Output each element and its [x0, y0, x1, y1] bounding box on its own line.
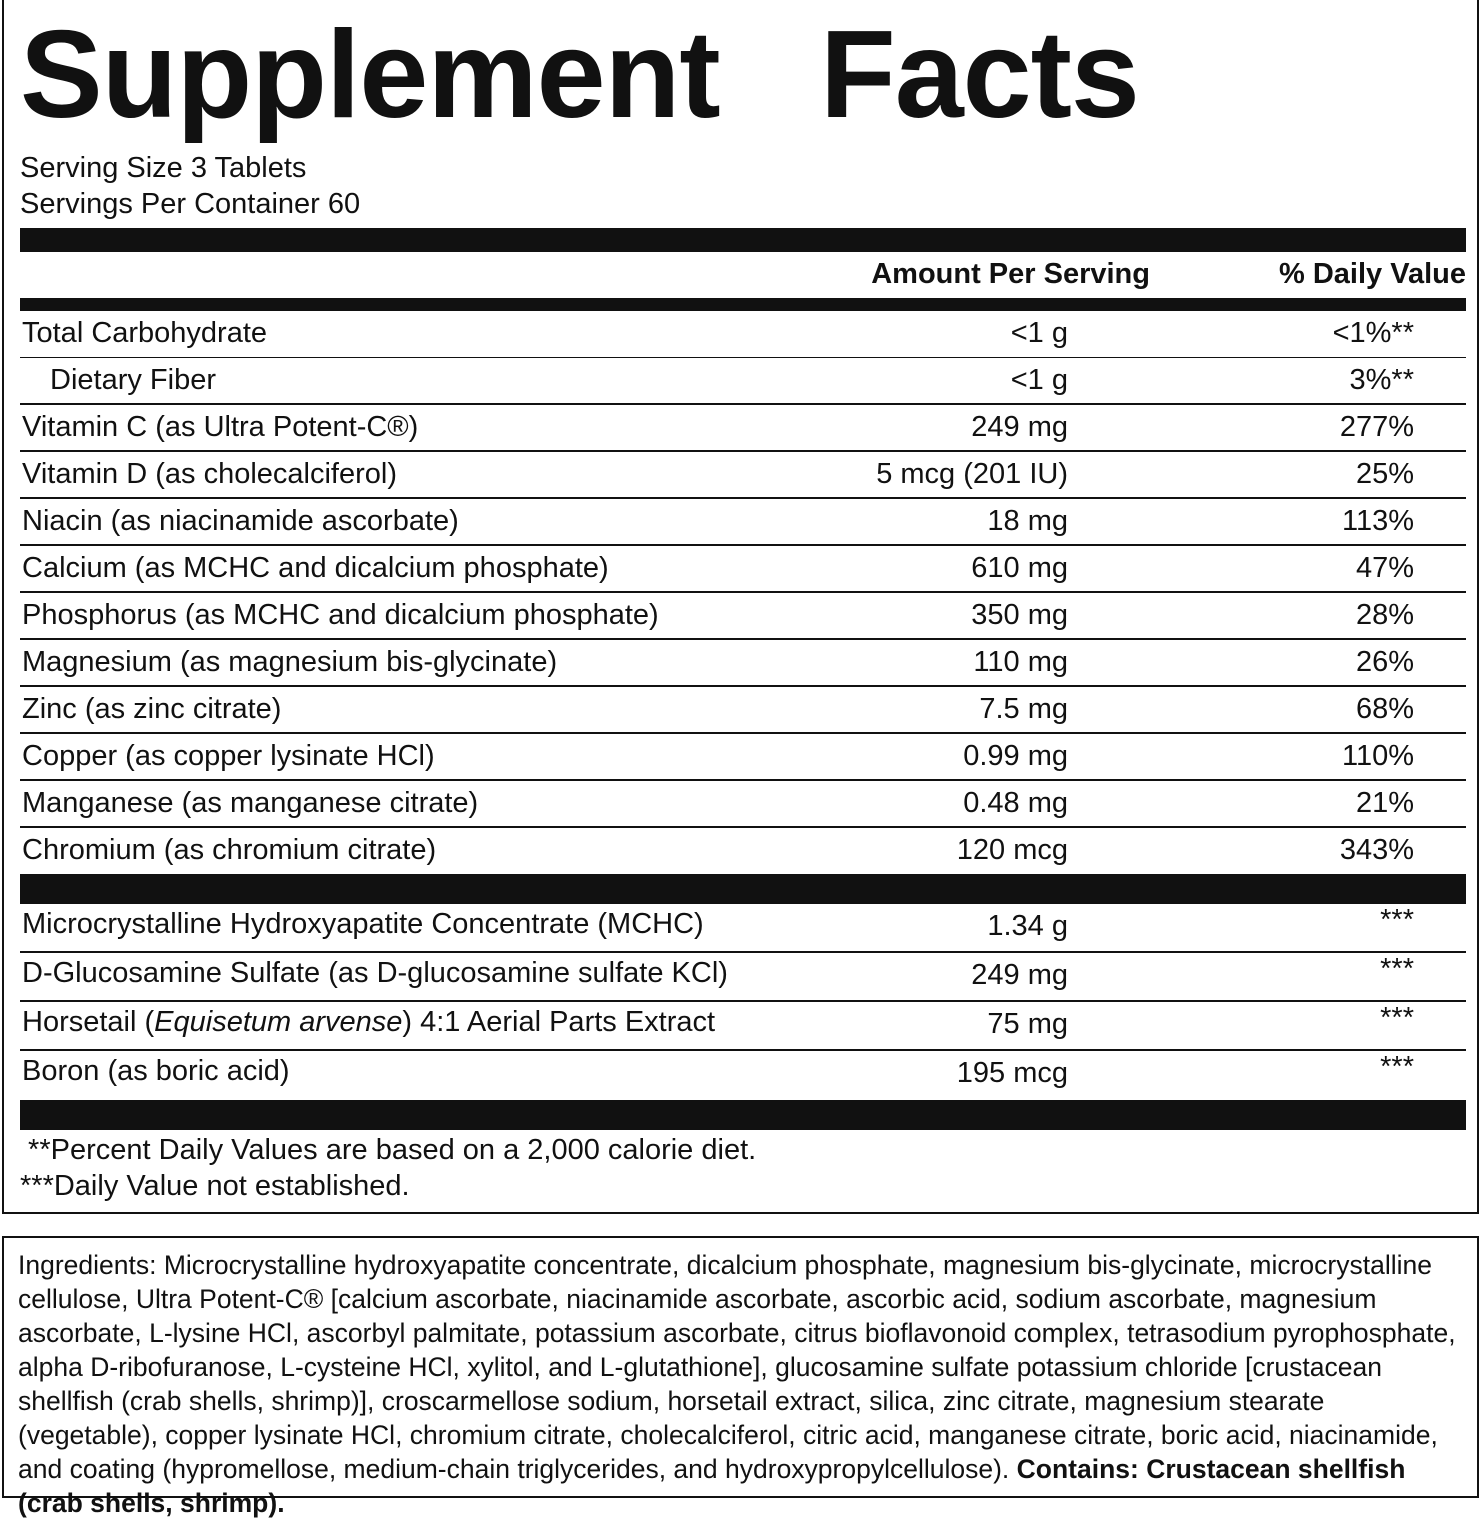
- nutrient-row: [20, 687, 1466, 734]
- nutrient-amount: 18 mg: [987, 505, 1068, 537]
- nutrient-row: [20, 311, 1466, 358]
- servings-per-container: Servings Per Container 60: [20, 188, 361, 220]
- nutrient-name: Vitamin C (as Ultra Potent-C®): [22, 411, 419, 443]
- name-prefix: Horsetail (: [22, 1006, 155, 1038]
- nutrient-name: Niacin (as niacinamide ascorbate): [22, 505, 459, 537]
- nutrient-daily-value: 3%**: [1349, 364, 1414, 396]
- nutrient-daily-value: 47%: [1355, 552, 1414, 584]
- nutrient-name: Total Carbohydrate: [22, 317, 268, 349]
- latin-name: Equisetum arvense: [154, 1006, 403, 1038]
- nutrient-amount: 249 mg: [971, 411, 1068, 443]
- nutrient-amount: 5 mcg (201 IU): [876, 458, 1068, 490]
- nutrient-row: [20, 358, 1466, 405]
- nutrient-name: Chromium (as chromium citrate): [22, 834, 437, 866]
- nutrient-row: [20, 593, 1466, 640]
- ingredients-box: [2, 1236, 1479, 1518]
- other-ingredient-amount: 195 mcg: [956, 1057, 1068, 1089]
- nutrient-daily-value: 25%: [1355, 458, 1414, 490]
- thick-divider-2: [20, 874, 1466, 904]
- other-ingredient-name: Boron (as boric acid): [22, 1055, 290, 1087]
- header-daily-value: % Daily Value: [1279, 258, 1466, 290]
- nutrient-daily-value: 277%: [1339, 411, 1414, 443]
- other-ingredient-name: D-Glucosamine Sulfate (as D-glucosamine sulfate KCl): [22, 957, 728, 989]
- medium-divider: [20, 298, 1466, 311]
- nutrient-name: Vitamin D (as cholecalciferol): [22, 458, 397, 490]
- nutrient-daily-value: 110%: [1341, 740, 1414, 772]
- other-ingredient-name: [22, 1006, 715, 1039]
- nutrient-amount: <1 g: [1010, 364, 1068, 396]
- nutrient-daily-value: 21%: [1355, 787, 1414, 819]
- nutrient-amount: 610 mg: [971, 552, 1068, 584]
- nutrient-row: [20, 734, 1466, 781]
- nutrient-amount: 7.5 mg: [979, 693, 1068, 725]
- nutrient-daily-value: 26%: [1355, 646, 1414, 678]
- nutrient-amount: 0.48 mg: [963, 787, 1068, 819]
- nutrient-row: [20, 640, 1466, 687]
- ingredients-text: Ingredients: Microcrystalline hydroxyapatite concentrate, dicalcium phosphate, magnesium bis-glycinate, microcrystalline cellulose, Ultra Potent-C® [calcium ascorbate, niacinamide ascorbate, ascorbic acid, sodium ascorbate, magnesium ascorbate, L-lysine HCl, ascorbyl palmitate, potassium ascorbate, citrus bioflavonoid complex, tetrasodium pyrophosphate, alpha D-ribofuranose, L-cysteine HCl, xylitol, and L-glutathione], glucosamine sulfate potassium chloride [crustacean shellfish (crab shells, shrimp)], croscarmellose sodium, horsetail extract, silica, zinc citrate, magnesium stearate (vegetable), copper lysinate HCl, chromium citrate, cholecalciferol, citric acid, manganese citrate, boric acid, niacinamide, and coating (hypromellose, medium-chain triglycerides, and hydroxypropylcellulose).: [18, 1250, 1456, 1484]
- nutrient-daily-value: 28%: [1355, 599, 1414, 631]
- nutrient-name: Zinc (as zinc citrate): [22, 693, 282, 725]
- other-ingredient-row: [20, 953, 1466, 1002]
- name-suffix: ) 4:1 Aerial Parts Extract: [402, 1006, 716, 1038]
- nutrient-daily-value: 113%: [1341, 505, 1414, 537]
- other-ingredient-daily-value: ***: [1380, 1002, 1414, 1034]
- nutrient-amount: 120 mcg: [956, 834, 1068, 866]
- other-ingredient-row: [20, 1002, 1466, 1051]
- other-ingredient-daily-value: ***: [1380, 953, 1414, 985]
- header-amount: Amount Per Serving: [871, 258, 1150, 290]
- footnote-percent-dv: **Percent Daily Values are based on a 2,000 calorie diet.: [20, 1134, 757, 1166]
- other-ingredient-name: Microcrystalline Hydroxyapatite Concentrate (MCHC): [22, 908, 704, 940]
- thick-divider: [20, 228, 1466, 252]
- nutrient-name: Copper (as copper lysinate HCl): [22, 740, 435, 772]
- other-ingredient-amount: 75 mg: [987, 1008, 1068, 1040]
- nutrient-daily-value: 343%: [1339, 834, 1414, 866]
- column-header-row: [20, 252, 1466, 298]
- nutrient-name: Phosphorus (as MCHC and dicalcium phosphate): [22, 599, 659, 631]
- nutrient-row: [20, 546, 1466, 593]
- nutrient-daily-value: 68%: [1355, 693, 1414, 725]
- nutrient-name: Calcium (as MCHC and dicalcium phosphate): [22, 552, 609, 584]
- other-ingredient-daily-value: ***: [1380, 904, 1414, 936]
- other-ingredient-amount: 1.34 g: [987, 910, 1068, 942]
- nutrient-row: [20, 499, 1466, 546]
- footnote-dv-not-established: ***Daily Value not established.: [20, 1170, 410, 1202]
- nutrient-row: [20, 452, 1466, 499]
- nutrient-daily-value: <1%**: [1332, 317, 1414, 349]
- other-ingredient-amount: 249 mg: [971, 959, 1068, 991]
- nutrient-row: [20, 405, 1466, 452]
- panel-title: Supplement Facts: [20, 6, 1139, 144]
- nutrient-amount: <1 g: [1010, 317, 1068, 349]
- nutrient-name: Magnesium (as magnesium bis-glycinate): [22, 646, 558, 678]
- nutrient-name: Dietary Fiber: [50, 364, 216, 396]
- nutrient-amount: 350 mg: [971, 599, 1068, 631]
- other-ingredient-row: [20, 904, 1466, 953]
- nutrient-row: [20, 781, 1466, 828]
- nutrient-row: [20, 828, 1466, 875]
- thick-divider-3: [20, 1100, 1466, 1130]
- other-ingredient-row: [20, 1051, 1466, 1100]
- supplement-facts-panel: [2, 0, 1479, 1214]
- nutrient-amount: 110 mg: [973, 646, 1068, 678]
- nutrient-amount: 0.99 mg: [963, 740, 1068, 772]
- nutrient-name: Manganese (as manganese citrate): [22, 787, 479, 819]
- allergen-statement: Contains: Crustacean shellfish (crab shells, shrimp).: [18, 1454, 1406, 1518]
- serving-size: Serving Size 3 Tablets: [20, 152, 307, 184]
- other-ingredient-daily-value: ***: [1380, 1051, 1414, 1083]
